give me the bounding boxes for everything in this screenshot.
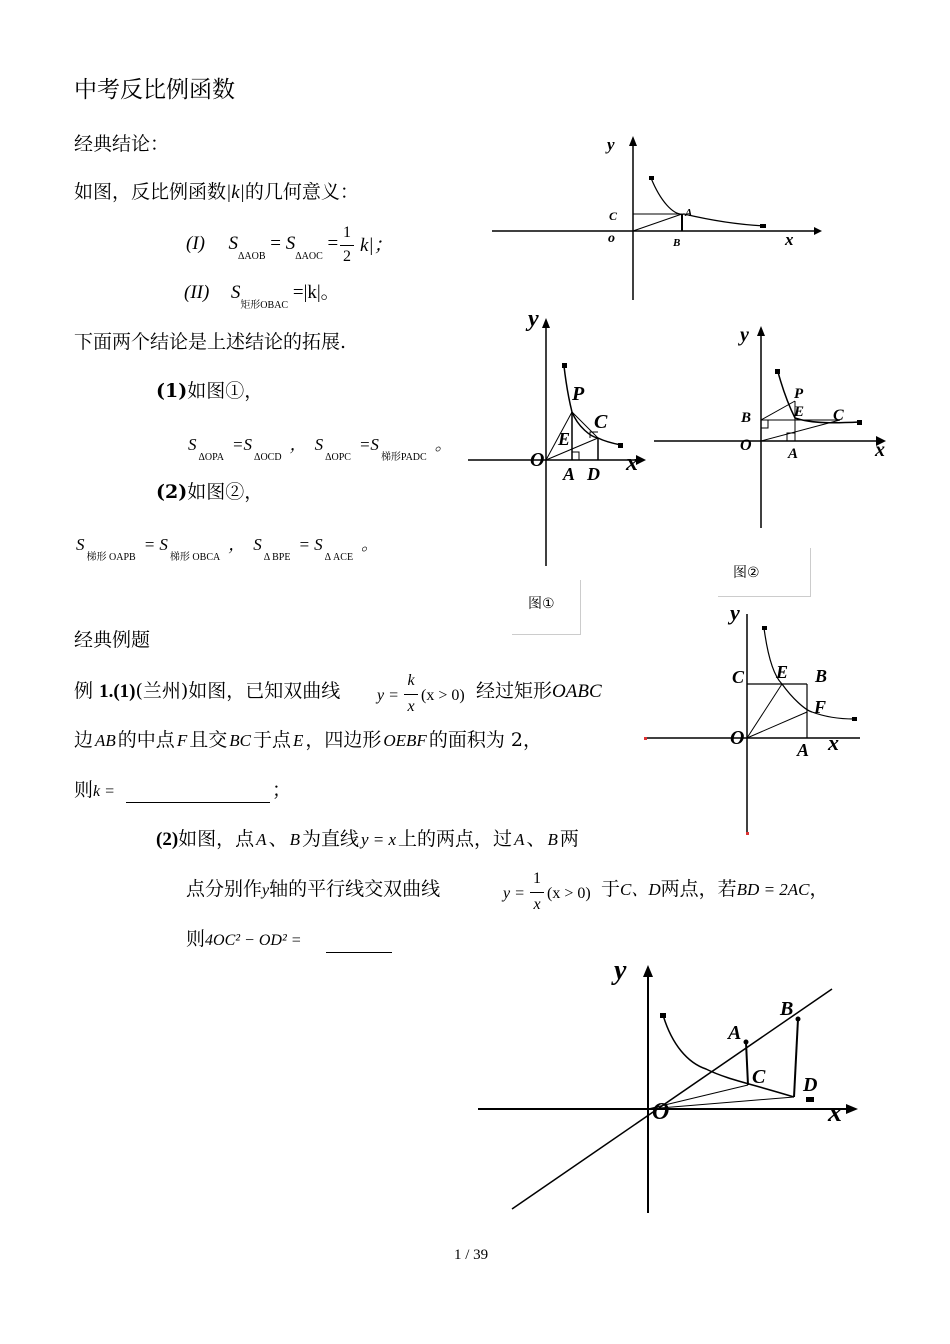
segment-BD — [794, 1019, 798, 1097]
text-segment: B — [547, 830, 558, 849]
ex1-line1-tail: 经过矩形OABC — [476, 680, 602, 702]
label-D: D — [803, 1074, 818, 1096]
label-A: A — [788, 446, 799, 462]
example-1-line-1: 例 1.(1)(兰州)如图，已知双曲线 — [74, 680, 341, 702]
formula-term: $S_{\Delta OPA}$ — [188, 435, 225, 463]
text-segment: 于点 — [252, 729, 291, 751]
ex1-cond: (x > 0) — [421, 687, 465, 704]
text-segment: AB — [95, 731, 116, 750]
label-y: y — [740, 324, 749, 346]
label-C: C — [594, 411, 608, 433]
page-title: 中考反比例函数 — [74, 77, 235, 103]
label-E: E — [794, 404, 805, 420]
figure-2 — [650, 316, 900, 534]
segment-BP — [761, 401, 795, 420]
answer-blank-k[interactable] — [126, 802, 270, 803]
ex2-cond: (x > 0) — [547, 885, 591, 902]
section-heading-examples: 经典例题 — [74, 629, 151, 651]
text-segment: 如图，点 — [178, 828, 255, 850]
formula-term: $S_{\Delta BPE}$ — [253, 535, 291, 563]
text-segment: 、 — [268, 828, 288, 850]
label-A: A — [728, 1022, 742, 1044]
label-x: x — [828, 730, 839, 755]
example-1-line-3: 则k = — [74, 779, 115, 801]
ex1-frac-num: k — [407, 672, 415, 689]
label-A: A — [563, 464, 576, 484]
text-segment: ，四边形 — [305, 729, 382, 751]
point-B — [796, 1017, 801, 1022]
endpoint-marker — [649, 176, 654, 180]
text-segment: BC — [229, 731, 251, 750]
right-angle-mark — [572, 452, 579, 460]
figure-3 — [642, 598, 872, 840]
example-2-line-2: 点分别作y轴的平行线交双曲线 — [186, 878, 441, 900]
label-x: x — [875, 439, 885, 461]
y-arrow-icon — [542, 318, 550, 328]
segment-OD — [648, 1097, 794, 1109]
figure-2-caption: 图② — [733, 565, 760, 581]
ex1-frac-den: x — [407, 698, 415, 715]
text-segment: F — [176, 731, 188, 750]
text-segment: 两 — [559, 828, 579, 850]
endpoint-marker — [762, 626, 767, 630]
text-segment: A — [514, 830, 525, 849]
label-O: O — [530, 449, 545, 471]
label-y: y — [614, 955, 627, 986]
label-x: x — [828, 1097, 842, 1128]
text-segment: 且交 — [189, 729, 228, 751]
endpoint-marker — [644, 737, 647, 740]
segment-AC — [746, 1042, 748, 1085]
text-segment: A — [256, 830, 267, 849]
label-E: E — [776, 662, 789, 682]
text-segment: 的中点 — [117, 729, 175, 751]
label-x: x — [785, 230, 794, 249]
extension-1-formula — [188, 435, 460, 463]
extension-1-heading: (1)如图①， — [156, 380, 264, 402]
label-o: o — [608, 231, 615, 246]
endpoint-marker — [806, 1097, 814, 1102]
formula-term: ， — [289, 435, 307, 454]
figure-basic — [488, 130, 828, 305]
ex1-line3-end: ； — [272, 779, 292, 801]
x-arrow-icon — [846, 1104, 858, 1114]
ex2-frac-num: 1 — [533, 870, 541, 887]
c1-k: k|； — [360, 235, 393, 256]
figure-1 — [466, 304, 656, 572]
text-segment: 边 — [74, 729, 94, 751]
example-1-line-2 — [74, 731, 542, 750]
ex2-line2-tail: 于C、D两点，若BD = 2AC， — [601, 878, 829, 900]
label-y: y — [528, 306, 539, 332]
formula-term: = $S_{\Delta ACE}$ — [298, 535, 354, 563]
answer-blank-oc-od[interactable] — [326, 952, 392, 953]
label-A: A — [797, 740, 810, 760]
hyperbola — [778, 372, 860, 423]
label-x: x — [626, 450, 638, 476]
label-F: F — [814, 697, 827, 717]
extension-intro: 下面两个结论是上述结论的拓展. — [74, 331, 347, 353]
segment-OC — [761, 420, 840, 441]
label-O: O — [730, 727, 745, 749]
page-number: 1 / 39 — [454, 1247, 489, 1263]
endpoint-marker — [852, 717, 857, 721]
y-arrow-icon — [643, 965, 653, 977]
label-E: E — [558, 429, 571, 449]
formula-term: $=S_{梯形PADC}$ — [358, 435, 427, 463]
example-2-line-1: (2)如图，点 A 、 B 为直线 y = x 上的两点，过 A 、 B 两 — [156, 828, 579, 850]
c1-frac-bar — [340, 245, 354, 246]
section-heading-conclusions: 经典结论： — [74, 133, 170, 155]
label-A: A — [685, 207, 693, 219]
text-segment: 上的两点，过 — [398, 828, 513, 850]
text-segment: 为直线 — [301, 828, 359, 850]
label-P: P — [794, 386, 804, 402]
formula-term: $S_{梯形 OAPB}$ — [76, 535, 136, 563]
y-arrow-icon — [629, 136, 637, 146]
formula-term: = $S_{梯形 OBCA}$ — [143, 535, 221, 563]
label-C: C — [732, 667, 745, 687]
right-angle-mark — [761, 420, 768, 428]
endpoint-marker — [746, 832, 749, 835]
endpoint-marker — [857, 420, 862, 425]
ex1-curve-y: y = — [377, 687, 399, 704]
label-y: y — [730, 600, 740, 625]
c1-frac-den: 2 — [343, 248, 351, 265]
label-B: B — [741, 410, 752, 426]
extension-2-heading: (2)如图②， — [156, 481, 264, 503]
label-B: B — [780, 998, 794, 1020]
formula-term: ， — [228, 535, 246, 554]
text-segment: B — [289, 830, 300, 849]
ex2-frac-bar — [530, 892, 544, 893]
figure-2-caption-box — [718, 548, 811, 597]
line-y-equals-x — [512, 989, 832, 1209]
figure-1-caption: 图① — [528, 596, 555, 612]
c1-frac-num: 1 — [343, 224, 351, 241]
extension-2-formula — [76, 535, 386, 563]
label-O: O — [652, 1099, 670, 1125]
formula-term: 。 — [434, 435, 452, 454]
formula-term: $=S_{\Delta OCD}$ — [232, 435, 282, 463]
conclusion-2: (II) $S_{矩形OBAC} =|k|$。 — [184, 282, 340, 311]
ex1-frac-bar — [404, 694, 418, 695]
ex2-curve-y: y = — [503, 885, 525, 902]
point-A — [744, 1040, 749, 1045]
label-D: D — [587, 464, 600, 484]
segment-OA — [633, 214, 682, 231]
x-arrow-icon — [814, 227, 822, 235]
label-O: O — [740, 437, 752, 454]
endpoint-marker — [618, 443, 623, 448]
text-segment: y = x — [360, 830, 397, 849]
label-C: C — [609, 209, 618, 223]
ex2-frac-den: x — [533, 896, 541, 913]
label-C: C — [833, 407, 844, 424]
text-segment: OEBF — [383, 731, 427, 750]
label-y: y — [607, 135, 615, 154]
abs-k: |k| — [226, 182, 245, 203]
formula-term: 。 — [361, 535, 379, 554]
endpoint-marker — [760, 224, 766, 228]
figure-4 — [476, 955, 866, 1217]
label-P: P — [572, 383, 585, 405]
intro-line: 如图，反比例函数|k|的几何意义： — [74, 181, 359, 203]
example-2-line-3: 则4OC² − OD² = — [186, 928, 302, 950]
label-C: C — [752, 1066, 766, 1088]
text-segment: E — [292, 731, 304, 750]
text-segment: 、 — [526, 828, 546, 850]
endpoint-marker — [775, 369, 780, 374]
label-B: B — [673, 237, 681, 249]
y-arrow-icon — [757, 326, 765, 336]
endpoint-marker — [562, 363, 567, 368]
formula-term: $S_{\Delta OPC}$ — [314, 435, 351, 463]
conclusion-1: (I) $S_{\Delta AOB} = S_{\Delta AOC}$ = — [186, 233, 339, 262]
label-B: B — [815, 666, 828, 686]
text-segment: 的面积为 2， — [428, 729, 542, 751]
endpoint-marker — [660, 1013, 666, 1018]
